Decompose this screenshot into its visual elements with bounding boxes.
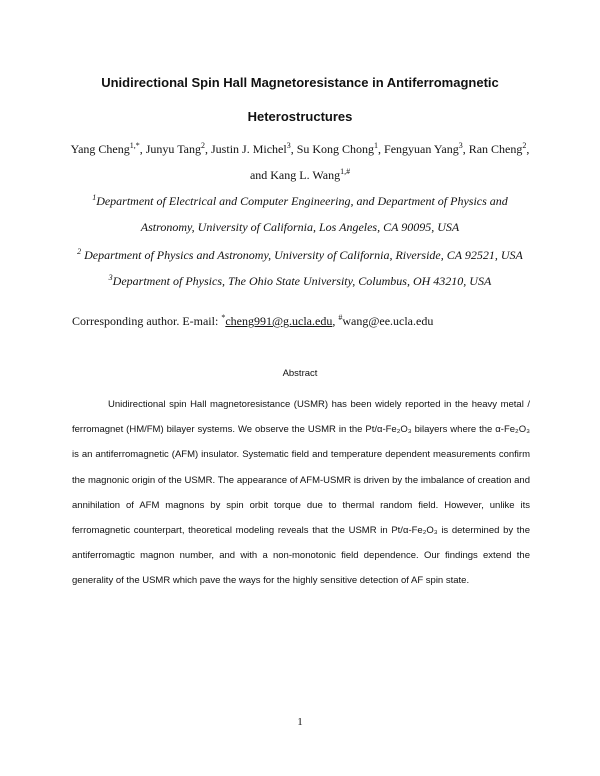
paper-title-line-2: Heterostructures bbox=[247, 109, 353, 124]
affiliation-mark: 2 bbox=[77, 247, 82, 256]
email-separator: , bbox=[332, 314, 339, 328]
author-affiliation-mark: 1,# bbox=[340, 167, 351, 176]
affiliation-text: Department of Physics, The Ohio State University, Columbus, OH 43210, USA bbox=[112, 274, 492, 288]
affiliation-3 bbox=[0, 274, 600, 288]
affiliation-mark: 3 bbox=[108, 273, 113, 282]
author-name: Fengyuan Yang bbox=[384, 142, 459, 156]
email-text: wang@ee.ucla.edu bbox=[342, 314, 434, 328]
author-list-continued: and Kang L. Wang$^{1,\#}$ bbox=[249, 167, 351, 182]
corresponding-author bbox=[72, 314, 433, 329]
author-affiliation-mark: 1,* bbox=[129, 141, 140, 150]
email-mark: * bbox=[221, 313, 226, 322]
email-link[interactable]: cheng991@g.ucla.edu bbox=[225, 314, 333, 328]
author-affiliation-mark: 3 bbox=[458, 141, 463, 150]
affiliation-1-continued: Astronomy, University of California, Los Angeles, CA 90095, USA bbox=[140, 220, 460, 234]
abstract-heading: Abstract bbox=[282, 368, 318, 379]
author-name: Junyu Tang bbox=[145, 142, 202, 156]
author-affiliation-mark: 2 bbox=[522, 141, 527, 150]
paper-title-line-1: Unidirectional Spin Hall Magnetoresistance in Antiferromagnetic bbox=[101, 75, 499, 90]
author-name: Ran Cheng bbox=[468, 142, 523, 156]
affiliation-mark: 1 bbox=[92, 193, 97, 202]
affiliation-text: Department of Physics and Astronomy, University of California, Riverside, CA 92521, USA bbox=[81, 248, 523, 262]
author-name: Yang Cheng bbox=[70, 142, 130, 156]
author-affiliation-mark: 2 bbox=[201, 141, 206, 150]
corresponding-label: Corresponding author. E-mail: bbox=[72, 314, 222, 328]
affiliation-1 bbox=[0, 194, 600, 208]
author-name: Su Kong Chong bbox=[296, 142, 375, 156]
author-name: Justin J. Michel bbox=[211, 142, 287, 156]
author-name: Kang L. Wang bbox=[270, 168, 341, 182]
author-affiliation-mark: 3 bbox=[286, 141, 291, 150]
page-number: 1 bbox=[297, 716, 303, 728]
abstract-body: Unidirectional spin Hall magnetoresistance (USMR) has been widely reported in the heavy metal / ferromagnet (HM/FM) bilayer systems. We observe the USMR in the Pt/α-Fe₂O₃ bilayers where the α-Fe₂O₃ is an antiferromagnetic (AFM) insulator. Systematic field and temperature dependent measurements confirm the magnonic origin of the USMR. The appearance of AFM-USMR is driven by the imbalance of creation and annihilation of AFM magnons by spin orbit torque due to thermal random field. However, unlike its ferromagnetic counterpart, theoretical modeling reveals that the USMR in Pt/α-Fe₂O₃ is determined by the antiferromagtic magnon number, and with a non-monotonic field dependence. Our findings extend the generality of the USMR which pave the ways for the highly sensitive detection of AF spin state. bbox=[72, 399, 530, 587]
author-list: Yang Cheng$^{1,*}$, Junyu Tang$^2$, Justin J. Michel$^3$, Su Kong Chong$^1$, Fengyuan Yang$^3$, Ran Cheng$^2$, bbox=[70, 141, 530, 156]
affiliation-text: Department of Electrical and Computer Engineering, and Department of Physics and bbox=[96, 194, 508, 208]
email-mark: # bbox=[338, 313, 343, 322]
author-affiliation-mark: 1 bbox=[374, 141, 379, 150]
affiliation-2 bbox=[0, 248, 600, 262]
